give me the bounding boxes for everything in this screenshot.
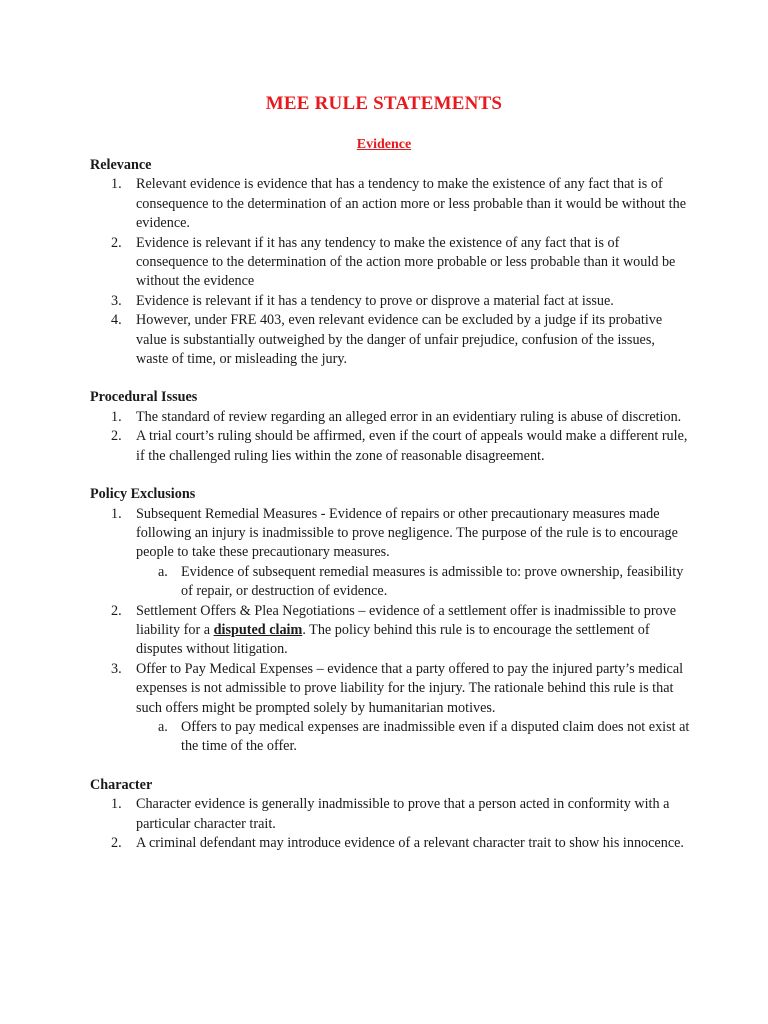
- list-item: [90, 311, 690, 369]
- list-item-text: Evidence is relevant if it has a tendency to prove or disprove a material fact at issue.: [136, 292, 614, 309]
- section-procedural-issues: [90, 388, 690, 466]
- list-number: 1.: [111, 176, 122, 193]
- list-number: 1.: [111, 505, 122, 522]
- list-item: [90, 505, 690, 602]
- list-item-text: Subsequent Remedial Measures - Evidence of repairs or other precautionary measures made following an injury is inadmissible to prove negligence. The purpose of the rule is to encourage people to take these precautionary measures.: [136, 505, 678, 561]
- sub-list-item-text: Offers to pay medical expenses are inadmissible even if a disputed claim does not exist at the time of the offer.: [181, 718, 690, 755]
- list-item-text: A trial court’s ruling should be affirmed, even if the court of appeals would make a different rule, if the challenged ruling lies within the zone of reasonable disagreement.: [136, 428, 688, 464]
- section-policy-exclusions: [90, 485, 690, 757]
- list-number: 4.: [111, 312, 122, 329]
- list-item-text: Character evidence is generally inadmissible to prove that a person acted in conformity with a particular character trait.: [136, 796, 670, 832]
- list-item-text: However, under FRE 403, even relevant evidence can be excluded by a judge if its probative value is substantially outweighed by the danger of unfair prejudice, confusion of the issues, waste of time, or misleading the jury.: [136, 312, 663, 368]
- section-heading-relevance: Relevance: [90, 157, 152, 173]
- list-item-text: Relevant evidence is evidence that has a tendency to make the existence of any fact that is of consequence to the determination of an action more or less probable than it would be without the evidence.: [136, 176, 687, 232]
- list-item: [90, 175, 690, 233]
- document-body: [90, 156, 690, 853]
- section-relevance: [90, 156, 690, 369]
- list-item: [90, 292, 690, 311]
- list-item-text-before: Settlement Offers & Plea Negotiations – evidence of a settlement offer is inadmissible to prove liability for a: [136, 602, 677, 638]
- list-item-text: The standard of review regarding an alleged error in an evidentiary ruling is abuse of discretion.: [136, 408, 682, 425]
- sub-list-letter: a.: [158, 563, 168, 580]
- list-item-text: Offer to Pay Medical Expenses – evidence that a party offered to pay the injured party’s medical expenses is not admissible to prove liability for the injury. The rationale behind this rule is that such offers might be prompted solely by humanitarian motives.: [136, 660, 684, 716]
- section-character: [90, 776, 690, 854]
- character-list: [90, 795, 690, 853]
- list-number: 2.: [111, 835, 122, 851]
- list-item: [90, 660, 690, 757]
- list-item: [90, 834, 690, 853]
- policy-list: [90, 505, 690, 757]
- list-number: 2.: [111, 602, 122, 619]
- list-item-text: Evidence is relevant if it has any tendency to make the existence of any fact that is of consequence to the determination of the action more probable or less probable than it would be without the evidence: [136, 234, 676, 290]
- sub-list-item: [136, 718, 690, 757]
- relevance-list: [90, 175, 690, 369]
- list-item: [90, 408, 690, 427]
- list-item: [90, 234, 690, 292]
- sub-list: [136, 718, 690, 757]
- list-item: [90, 602, 690, 660]
- list-number: 1.: [111, 408, 122, 425]
- section-heading-policy-exclusions: Policy Exclusions: [90, 486, 196, 503]
- list-number: 2.: [111, 428, 122, 445]
- document-title: MEE RULE STATEMENTS: [265, 93, 503, 114]
- sub-list-letter: a.: [158, 718, 168, 735]
- list-item: [90, 795, 690, 834]
- list-number: 3.: [111, 292, 122, 309]
- list-number: 1.: [111, 796, 122, 813]
- section-heading-procedural-issues: Procedural Issues: [90, 389, 198, 406]
- procedural-list: [90, 408, 690, 466]
- sub-list-item: [136, 563, 690, 602]
- subject-heading: Evidence: [356, 137, 412, 152]
- sub-list: [136, 563, 690, 602]
- emphasized-term: disputed claim: [213, 621, 303, 638]
- list-item: [90, 427, 690, 466]
- list-item-text-after: . The policy behind this rule is to encourage the settlement of disputes without litigation.: [136, 621, 650, 658]
- sub-list-item-text: Evidence of subsequent remedial measures is admissible to: prove ownership, feasibility of repair, or destruction of evidence.: [181, 563, 684, 600]
- list-item-text: A criminal defendant may introduce evidence of a relevant character trait to show his innocence.: [136, 835, 684, 851]
- list-number: 2.: [111, 234, 122, 251]
- list-number: 3.: [111, 660, 122, 677]
- section-heading-character: Character: [90, 776, 153, 793]
